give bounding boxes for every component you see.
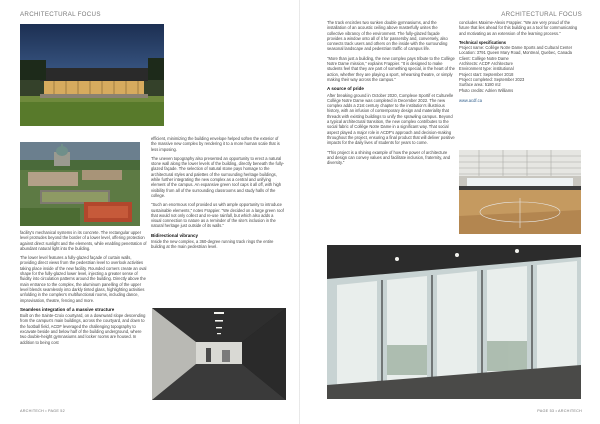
aerial-photo: [20, 142, 140, 226]
folio-left: ARCHITECH • PAGE 52: [20, 409, 65, 413]
folio-right: PAGE 53 • ARCHITECH: [537, 409, 582, 413]
corridor-photo: [152, 308, 286, 400]
right-text-column-1: [327, 20, 455, 169]
website-link-wrapper: [459, 98, 581, 103]
paragraph: "More than just a building, the new complex pays tribute to the Collège Notre Dame mission," explains Frappier. "It is designed to make students feel that they are part of something special, in the heart of the action, whether they are playing a sport, rehearsing theatre, or simply making their way across the campus.": [327, 55, 455, 82]
section-heading: Seamless integration of a massive structure: [20, 306, 115, 312]
spec-item: Photo credits: Adrien Williams: [459, 87, 514, 93]
right-page: [300, 0, 600, 424]
paragraph: efficient, minimizing the building envelope helped soften the exterior of the massive new complex by rendering it to a more human scale that is less imposing.: [151, 136, 280, 152]
spec-item: Architects: ACDF Architecture: [459, 61, 513, 67]
spec-title: Technical specifications: [459, 39, 507, 45]
spec-list: [459, 45, 581, 93]
section-heading: A source of pride: [327, 86, 364, 92]
paragraph: After breaking ground in October 2020, Complexe Sportif et Culturelle Collège Notre Dame was completed in December 2022. The new complex adds a 21st century chapter to the institution's illustrious history, with an infusion of contemporary design and materiality that threads with existing buildings to unify the sprawling campus. Beyond a typical architectural transition, the new complex contributes to the social fabric of Collège Notre Dame in a significant way. That social aspect played a major role in ACDF's approach and decision-making throughout the project, ensuring a final product that will deliver positive impacts for the daily lives of students for years to come.: [327, 92, 455, 146]
left-text-column-2: [151, 136, 285, 254]
running-head-left: ARCHITECTURAL FOCUS: [20, 11, 101, 18]
left-text-column-1: [20, 230, 148, 349]
paragraph: "Such an enormous roof provided us with ample opportunity to introduce sustainable elements," notes Frappier. "We decided on a large green roof that would not only collect and re-use rainfall, but which also adds a visual connection to nature as a reminder of the site's inclusion in the natural heritage just outside of its walls.": [151, 202, 284, 229]
paragraph: concludes Maxime-Alexis Frappier. "We are very proud of the future that lies ahead for this building as a tool for communicating and motivating as an extension of the learning process.": [459, 20, 578, 36]
section-heading: Bidirectional vibrancy: [151, 232, 199, 238]
spec-item: Environment type: institutional: [459, 66, 514, 72]
right-text-column-2: [459, 20, 581, 107]
spec-item: Location: 3791 Queen Mary Road, Montreal, Quebec, Canada: [459, 50, 572, 56]
gymnasium-photo: [459, 150, 581, 234]
paragraph: "This project is a shining example of how the power of architecture and design can convey values and facilitate inclusion, fraternity, and diversity.": [327, 149, 451, 166]
spec-item: Client: Collège Notre Dame: [459, 55, 509, 61]
website-link[interactable]: www.acdf.ca: [459, 97, 482, 103]
spec-item: Project start: September 2018: [459, 71, 514, 77]
glazed-hall-photo: [327, 245, 581, 399]
paragraph: Inside the new complex, a 360-degree running track rings the entire building at the main pedestrian level.: [151, 239, 274, 250]
paragraph: The uneven topography also presented an opportunity to erect a natural stone wall along the lower levels of the building, directly beneath the fully-glazed façade. The selection of natural stone pays homage to the architectural styles and palettes of the surrounding heritage buildings, while further integrating the new complex as a central and unifying element of the campus. An expansive green roof caps it all off, with high visibility from all of the surrounding classrooms and study halls of the college.: [151, 155, 285, 198]
paragraph: Built on the Sainte-Croix courtyard, on a downward slope descending from the campus's main buildings, across the courtyard, and down to the football field, ACDF leveraged the challenging topography to excavate beside and below half of the building underground, where two double-height gymnasiums and locker rooms are housed. In addition to being cost: [20, 313, 146, 345]
paragraph: The lower level features a fully-glazed façade of curtain walls, providing direct views from the pedestrian level to overlook activities taking place inside of the new facility. Rounded corners create an oval shape for the fully-glazed lower level, injecting a greater sense of fluidity into circulation patterns around the building. Directly above the main entrance to the complex, the aluminum panelling of the upper level blends seamlessly into darkly tinted glass, highlighting activities unfolding in the complex's multifunctional rooms, including dance, improvisation, theatre, fencing and more.: [20, 255, 147, 303]
paragraph: facility's mechanical systems in its concrete. The rectangular upper level protrudes beyond the border of a lower level, offering protection against direct sunlight and the elements, while enabling penetration of abundant natural light into the building.: [20, 230, 147, 251]
exterior-photo: [20, 24, 164, 126]
spec-item: Surface area: 5180 m2: [459, 82, 501, 88]
spec-item: Project name: Collège Notre Dame Sports and Cultural Center: [459, 45, 573, 51]
running-head-right: ARCHITECTURAL FOCUS: [501, 11, 582, 18]
paragraph: The track encircles two sunken double gymnasiums, and the installation of an acoustic ceiling above masterfully unites the collective vibrancy of the environment. The fully-glazed façade provides a window onto all of it for passersby and, conversely, also connects track users and others on the inside with the surrounding seasonal landscape and pedestrian traffic of campus life.: [327, 20, 448, 52]
spec-item: Project completed: September 2023: [459, 76, 525, 82]
